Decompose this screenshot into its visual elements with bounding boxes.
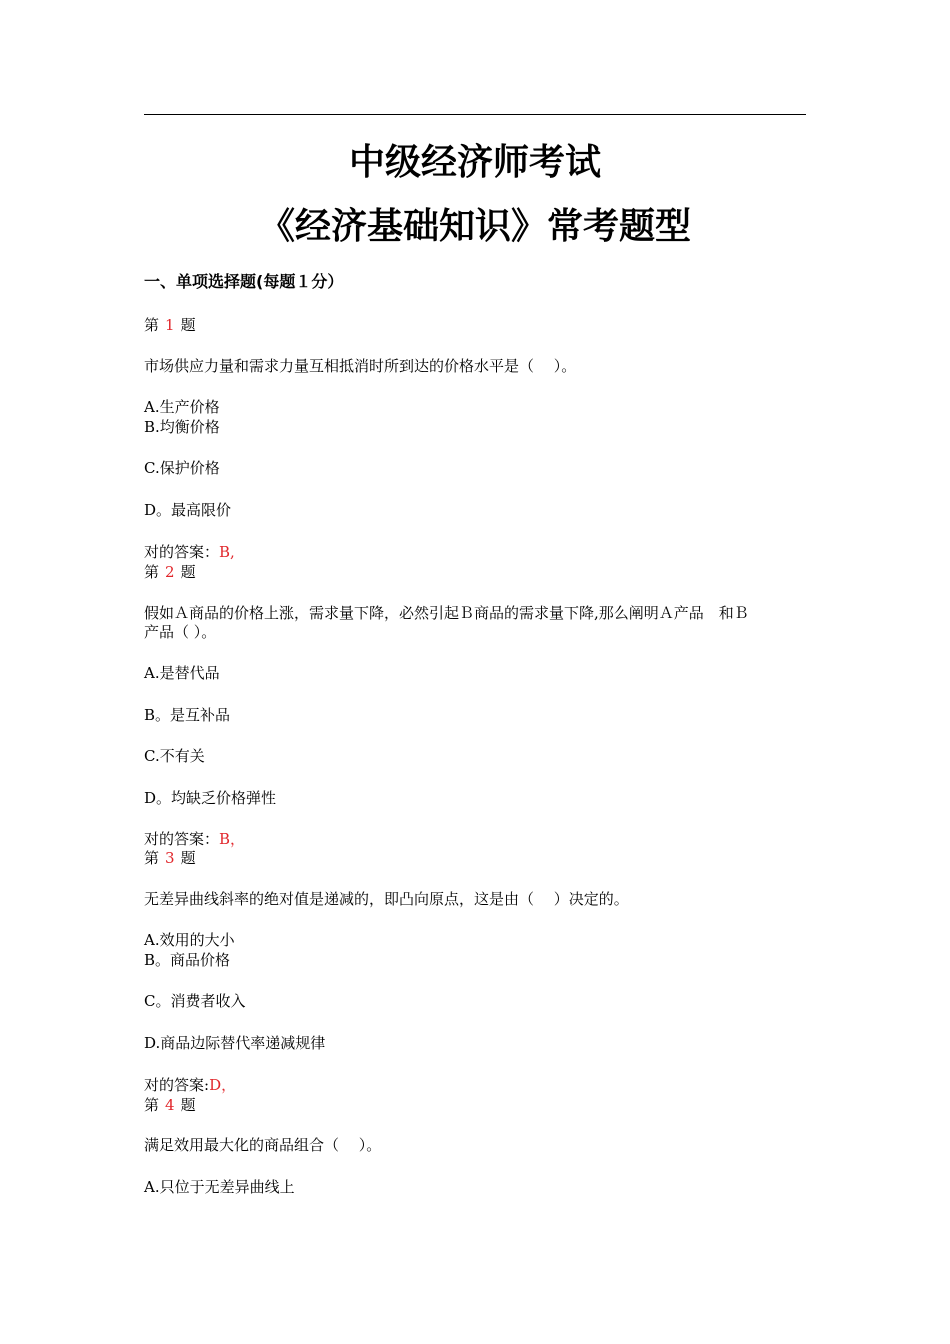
document-title: 中级经济师考试: [348, 142, 601, 183]
question-number: 4: [165, 1096, 175, 1114]
answer-line: 对的答案:D，: [144, 1076, 237, 1094]
question-header: 第 3 题: [144, 849, 196, 867]
header-rule: [144, 114, 806, 115]
answer-line: 对的答案：B,: [144, 543, 235, 561]
answer-line: 对的答案：B，: [144, 830, 246, 848]
option: C.保护价格: [144, 459, 220, 477]
option: A.生产价格: [144, 398, 220, 416]
section-heading: 一、单项选择题(每题１分）: [144, 272, 344, 291]
answer-value: B,: [219, 543, 235, 561]
option: A.效用的大小: [144, 931, 235, 949]
option: C.不有关: [144, 747, 205, 765]
question-header: 第 2 题: [144, 563, 196, 581]
option: D.商品边际替代率递减规律: [144, 1034, 326, 1052]
option: D。最高限价: [144, 501, 232, 519]
question-stem: 市场供应力量和需求力量互相抵消时所到达的价格水平是（ ）。: [144, 357, 577, 375]
question-header: 第 4 题: [144, 1096, 196, 1114]
option: B。商品价格: [144, 951, 231, 969]
option: A.只位于无差异曲线上: [144, 1178, 295, 1196]
option: B。是互补品: [144, 706, 231, 724]
option: A.是替代品: [144, 664, 220, 682]
question-stem: 满足效用最大化的商品组合（ ）。: [144, 1136, 382, 1154]
option: D。均缺乏价格弹性: [144, 789, 277, 807]
document-subtitle: 《经济基础知识》常考题型: [258, 206, 691, 247]
question-number: 1: [165, 316, 175, 334]
question-header: 第 1 题: [144, 316, 196, 334]
question-stem-continued: 产品（ ）。: [144, 623, 217, 641]
answer-value: B，: [219, 830, 246, 848]
question-stem: 无差异曲线斜率的绝对值是递减的，即凸向原点，这是由（ ）决定的。: [144, 890, 629, 908]
question-number: 3: [165, 849, 175, 867]
option: C。消费者收入: [144, 992, 246, 1010]
question-number: 2: [165, 563, 175, 581]
question-stem: 假如Ａ商品的价格上涨，需求量下降，必然引起Ｂ商品的需求量下降,那么阐明Ａ产品 和Ｂ: [144, 604, 749, 622]
answer-value: D，: [209, 1076, 237, 1094]
option: B.均衡价格: [144, 418, 220, 436]
